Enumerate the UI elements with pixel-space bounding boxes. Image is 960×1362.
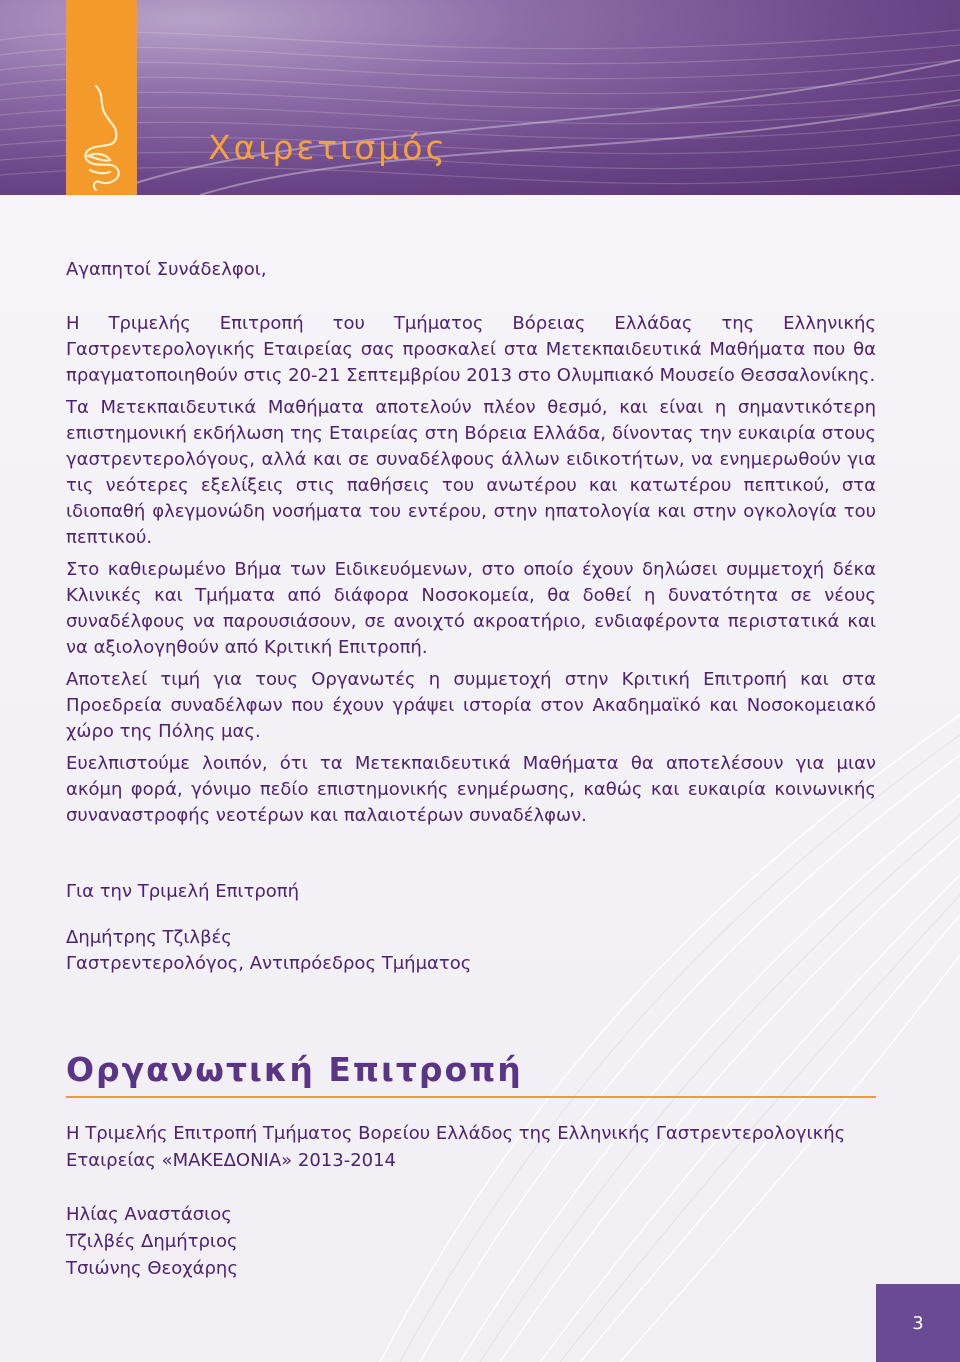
member-name: Τζιλβές Δημήτριος: [66, 1231, 238, 1252]
wave-decoration: [0, 0, 960, 195]
signer-name: Δημήτρης Τζιλβές: [66, 927, 232, 948]
signoff: Για την Τριμελή Επιτροπή: [66, 881, 300, 902]
member-name: Τσιώνης Θεοχάρης: [66, 1258, 238, 1279]
paragraph-courses: Τα Μετεκπαιδευτικά Μαθήματα αποτελούν πλέον θεσμό, και είναι η σημαντικότερη επιστημονική εκδήλωση της Εταιρείας στη Βόρεια Ελλάδα, δίνοντας την ευκαιρία στους γαστρεντερολόγους, αλλά και σε συναδέλφους άλλων ειδικοτήτων, να ενημερωθούν για τις νεότερες εξελίξεις στις παθήσεις του ανωτέρου και κατωτέρου πεπτικού, στα ιδιοπαθή φλεγμονώδη νοσήματα του εντέρου, στην ηπατολογία και στην ογκολογία του πεπτικού.: [66, 397, 876, 548]
signer-role: Γαστρεντερολόγος, Αντιπρόεδρος Τμήματος: [66, 953, 472, 974]
paragraph-residents: Στο καθιερωμένο Βήμα των Ειδικευόμενων, στο οποίο έχουν δηλώσει συμμετοχή δέκα Κλινικές και Τμήματα από διάφορα Νοσοκομεία, θα δοθεί η δυνατότητα σε νέους συναδέλφους να παρουσιάσουν, σε ανοιχτό ακροατήριο, ενδιαφέροντα περιστατικά και να αξιολογηθούν από Κριτική Επιτροπή.: [66, 559, 876, 658]
committee-title: Οργανωτική Επιτροπή: [66, 1050, 523, 1089]
committee-description: Η Τριμελής Επιτροπή Τμήματος Βορείου Ελλάδος της Ελληνικής Γαστρεντερολογικής Εταιρείας «ΜΑΚΕΔΟΝΙΑ» 2013-2014: [66, 1123, 846, 1171]
paragraph-invitation: Η Τριμελής Επιτροπή του Τμήματος Βόρειας Ελλάδας της Ελληνικής Γαστρεντερολογικής Εταιρείας σας προσκαλεί στα Μετεκπαιδευτικά Μαθήματα που θα πραγματοποιηθούν στις 20-21 Σεπτεμβρίου 2013 στο Ολυμπιακό Μουσείο Θεσσαλονίκης.: [66, 313, 876, 386]
paragraph-closing: Ευελπιστούμε λοιπόν, ότι τα Μετεκπαιδευτικά Μαθήματα θα αποτελέσουν για μιαν ακόμη φορά, γόνιμο πεδίο επιστημονικής ενημέρωσης, καθώς και ευκαιρία κοινωνικής συναναστροφής νεοτέρων και παλαιοτέρων συναδέλφων.: [66, 753, 876, 826]
title-divider: [66, 1096, 876, 1098]
page-title: Χαιρετισμός: [208, 128, 448, 167]
header-banner: [0, 0, 960, 195]
logo-block: [66, 0, 137, 195]
member-name: Ηλίας Αναστάσιος: [66, 1204, 232, 1225]
page-number: 3: [876, 1284, 960, 1362]
greeting: Αγαπητοί Συνάδελφοι,: [66, 259, 267, 280]
digestive-tract-icon: [74, 82, 129, 192]
letter-body: [66, 257, 876, 977]
committee-description-block: [66, 1120, 876, 1174]
committee-members: [66, 1201, 238, 1282]
paragraph-honor: Αποτελεί τιμή για τους Οργανωτές η συμμετοχή στην Κριτική Επιτροπή και στα Προεδρεία συναδέλφων που έχουν γράψει ιστορία στον Ακαδημαϊκό και Νοσοκομειακό χώρο της Πόλης μας.: [66, 669, 876, 742]
